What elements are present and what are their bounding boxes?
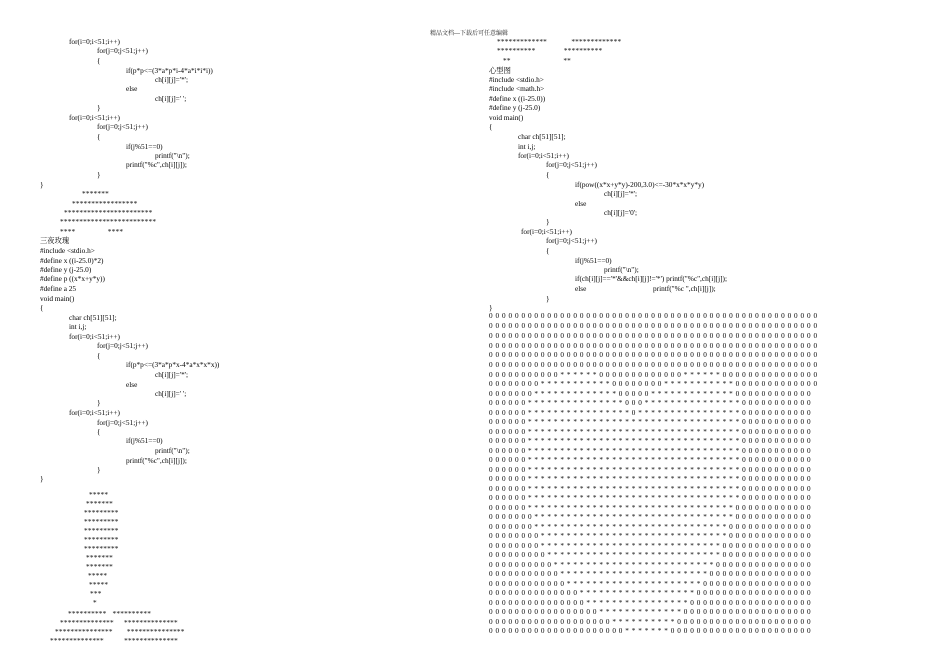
heart-row: 0 0 0 0 0 0 * * * * * * * * * * * * * * * * * * * * * * * * * * * * * * * * * 0 0 0 0 0 0 0 0 0 0 0 [489,437,812,445]
heart-row: 0 0 0 0 0 0 * * * * * * * * * * * * * * * * * * * * * * * * * * * * * * * * * 0 0 0 0 0 0 0 0 0 0 0 [489,456,812,464]
heart-row: 0 0 0 0 0 0 0 0 0 0 * * * * * * * * * * * * * * * * * * * * * * * * * 0 0 0 0 0 0 0 0 0 0 0 0 0 0 0 [489,561,812,569]
code-line: for(j=0;j<51;j++) [546,236,597,245]
code-line: printf("\n"); [604,265,639,274]
code-line: for(j=0;j<51;j++) [97,418,148,427]
code-line: if(p*p<=(3*a*p*x-4*a*x*x*x)) [126,360,220,369]
code-line: else [575,199,587,208]
code-line: ch[i][j]='*'; [155,370,189,379]
code-line: for(i=0;i<51;i++) [518,151,569,160]
heart-row: 0 0 0 0 0 0 0 0 0 0 0 0 0 0 0 0 0 0 0 0 0 0 0 0 0 0 0 0 0 0 0 0 0 0 0 0 0 0 0 0 0 0 0 0 0 0 0 0 0 0 0 [489,361,818,369]
code-line: printf("\n"); [155,151,190,160]
ascii-art-line: ******* [86,562,113,571]
code-line: void main() [40,294,75,303]
code-line: { [97,132,101,141]
heart-row: 0 0 0 0 0 0 0 0 0 0 0 0 0 0 0 0 0 0 0 0 0 0 0 0 0 0 0 0 0 0 0 0 0 0 0 0 0 0 0 0 0 0 0 0 0 0 0 0 0 0 0 [489,342,818,350]
code-line: } [489,303,493,312]
heart-row: 0 0 0 0 0 0 0 0 0 0 0 0 0 0 0 0 0 * * * * * * * * * * * * * 0 0 0 0 0 0 0 0 0 0 0 0 0 0 0 0 0 0 0 0 [489,608,812,616]
code-line: #define p ((x*x+y*y)) [40,274,105,283]
heart-row: 0 0 0 0 0 0 0 0 * * * * * * * * * * * * * * * * * * * * * * * * * * * * * 0 0 0 0 0 0 0 0 0 0 0 0 0 [489,532,812,540]
code-line: if(j%51==0) [126,436,163,445]
code-line: for(j=0;j<51;j++) [97,46,148,55]
code-line: { [546,170,550,179]
heart-row: 0 0 0 0 0 0 0 0 0 0 0 * * * * * * * * * * * * * * * * * * * * * * * 0 0 0 0 0 0 0 0 0 0 0 0 0 0 0 0 [489,570,812,578]
code-line: for(i=0;i<51;i++) [521,227,572,236]
ascii-art-line: **** **** [60,227,124,236]
code-line: ch[i][j]='*'; [604,189,638,198]
code-line: } [546,294,550,303]
ascii-art-line: ********* [84,517,119,526]
code-line: { [489,122,493,131]
ascii-art-line: *** [90,589,102,598]
code-line: else [126,380,138,389]
code-line: #define y (j-25.0) [40,265,92,274]
ascii-art-line: * [93,598,97,607]
code-line: } [97,465,101,474]
heart-row: 0 0 0 0 0 0 * * * * * * * * * * * * * * * * * * * * * * * * * * * * * * * * * 0 0 0 0 0 0 0 0 0 0 0 [489,418,812,426]
code-line: { [97,427,101,436]
code-line: #define x ((i-25.0)*2) [40,256,104,265]
code-line: #define a 25 [40,284,77,293]
code-line: if(j%51==0) [126,142,163,151]
code-line: else [575,284,587,293]
code-line: #define x ((i-25.0)) [489,94,546,103]
code-line: ch[i][j]='*'; [155,75,189,84]
ascii-art-line: ********* [84,526,119,535]
ascii-art-line: ***************** [72,199,138,208]
code-line: { [546,246,550,255]
code-line: #include <stdio.h> [489,75,544,84]
code-line: } [40,180,44,189]
heart-row: 0 0 0 0 0 0 * * * * * * * * * * * * * * * * * * * * * * * * * * * * * * * * * 0 0 0 0 0 0 0 0 0 0 0 [489,494,812,502]
code-line: for(i=0;i<51;i++) [69,113,120,122]
heart-row: 0 0 0 0 0 0 0 0 0 0 0 * * * * * * 0 0 0 0 0 0 0 0 0 0 0 0 0 * * * * * * 0 0 0 0 0 0 0 0 0 0 0 0 0 0 0 [489,371,818,379]
section-title: 心型图 [489,66,511,75]
heart-row: 0 0 0 0 0 0 * * * * * * * * * * * * * * * * 0 * * * * * * * * * * * * * * * * 0 0 0 0 0 0 0 0 0 0 0 [489,409,812,417]
code-line: else [126,84,138,93]
heart-row: 0 0 0 0 0 0 0 0 0 0 0 0 0 0 0 0 0 0 0 * * * * * * * * * * 0 0 0 0 0 0 0 0 0 0 0 0 0 0 0 0 0 0 0 0 0 [489,618,812,626]
code-line: ch[i][j]='0'; [604,208,638,217]
heart-row: 0 0 0 0 0 0 0 * * * * * * * * * * * * * * * * * * * * * * * * * * * * * * 0 0 0 0 0 0 0 0 0 0 0 0 0 [489,523,812,531]
heart-row: 0 0 0 0 0 0 0 0 0 0 0 0 0 0 * * * * * * * * * * * * * * * * * * 0 0 0 0 0 0 0 0 0 0 0 0 0 0 0 0 0 0 [489,589,812,597]
ascii-art-line: ************* ************* [497,37,622,46]
heart-row: 0 0 0 0 0 0 0 0 0 * * * * * * * * * * * * * * * * * * * * * * * * * * * 0 0 0 0 0 0 0 0 0 0 0 0 0 0 [489,551,812,559]
code-line: } [40,474,44,483]
code-line: for(j=0;j<51;j++) [97,122,148,131]
heart-row: 0 0 0 0 0 0 * * * * * * * * * * * * * * * 0 0 0 * * * * * * * * * * * * * * * 0 0 0 0 0 0 0 0 0 0 0 [489,399,812,407]
heart-row: 0 0 0 0 0 0 0 0 * * * * * * * * * * * * * * * * * * * * * * * * * * * * 0 0 0 0 0 0 0 0 0 0 0 0 0 0 [489,542,812,550]
code-line: printf("%c ",ch[i][j]); [653,284,716,293]
ascii-art-line: ************** ************** [50,636,178,645]
heart-row: 0 0 0 0 0 0 * * * * * * * * * * * * * * * * * * * * * * * * * * * * * * * * * 0 0 0 0 0 0 0 0 0 0 0 [489,447,812,455]
ascii-art-line: ********* [84,544,119,553]
code-line: #include <stdio.h> [40,246,95,255]
code-line: #define y (j-25.0) [489,103,541,112]
heart-row: 0 0 0 0 0 0 0 0 0 0 0 0 0 0 0 0 0 0 0 0 0 0 0 0 0 0 0 0 0 0 0 0 0 0 0 0 0 0 0 0 0 0 0 0 0 0 0 0 0 0 0 [489,312,818,320]
code-line: if(ch[i][j]=='*'&&ch[i][j]!='*') printf("%c",ch[i][j]); [575,274,728,283]
code-line: if(p*p<=(3*a*p*i-4*a*i*i*i)) [126,66,213,75]
code-line: if(j%51==0) [575,256,612,265]
heart-row: 0 0 0 0 0 0 0 0 0 0 0 0 0 0 0 0 0 0 0 0 0 0 0 0 0 0 0 0 0 0 0 0 0 0 0 0 0 0 0 0 0 0 0 0 0 0 0 0 0 0 0 [489,332,818,340]
ascii-art-line: ***** [88,571,108,580]
ascii-art-line: ********* [84,508,119,517]
ascii-art-line: ******* [82,189,109,198]
heart-row: 0 0 0 0 0 0 0 * * * * * * * * * * * * * * * * * * * * * * * * * * * * * * * 0 0 0 0 0 0 0 0 0 0 0 0 [489,513,812,521]
code-line: for(i=0;i<51;i++) [69,408,120,417]
code-line: } [97,398,101,407]
code-line: { [97,56,101,65]
code-line: for(j=0;j<51;j++) [546,160,597,169]
code-line: char ch[51][51]; [69,313,117,322]
code-line: printf("%c",ch[i][j]); [126,456,187,465]
ascii-art-line: ********** ********** [497,46,603,55]
code-line: char ch[51][51]; [518,132,566,141]
code-line: { [40,303,44,312]
ascii-art-line: ** ** [503,56,572,65]
ascii-art-line: ******* [86,499,113,508]
code-line: printf("\n"); [155,446,190,455]
heart-row: 0 0 0 0 0 0 * * * * * * * * * * * * * * * * * * * * * * * * * * * * * * * * 0 0 0 0 0 0 0 0 0 0 0 0 [489,504,812,512]
heart-row: 0 0 0 0 0 0 0 0 0 0 0 0 * * * * * * * * * * * * * * * * * * * * * 0 0 0 0 0 0 0 0 0 0 0 0 0 0 0 0 0 [489,580,812,588]
code-line: void main() [489,113,524,122]
code-line: printf("%c",ch[i][j]); [126,160,187,169]
heart-row: 0 0 0 0 0 0 * * * * * * * * * * * * * * * * * * * * * * * * * * * * * * * * * 0 0 0 0 0 0 0 0 0 0 0 [489,466,812,474]
heart-row: 0 0 0 0 0 0 0 0 0 0 0 0 0 0 0 0 0 0 0 0 0 * * * * * * * 0 0 0 0 0 0 0 0 0 0 0 0 0 0 0 0 0 0 0 0 0 0 [489,627,812,635]
code-line: } [97,170,101,179]
page-header: 精品文档---下载后可任意编辑 [430,31,508,37]
heart-row: 0 0 0 0 0 0 0 * * * * * * * * * * * * * 0 0 0 0 0 * * * * * * * * * * * * * 0 0 0 0 0 0 0 0 0 0 0 0 [489,390,812,398]
ascii-art-line: ************************* [60,217,157,226]
code-line: #include <math.h> [489,84,545,93]
code-line: for(j=0;j<51;j++) [97,341,148,350]
ascii-art-line: ***** [89,490,109,499]
heart-row: 0 0 0 0 0 0 0 0 * * * * * * * * * * * 0 0 0 0 0 0 0 0 * * * * * * * * * * * 0 0 0 0 0 0 0 0 0 0 0 0 0 [489,380,818,388]
ascii-art-line: ********** ********** [68,609,152,618]
code-line: for(i=0;i<51;i++) [69,332,120,341]
code-line: if(pow((x*x+y*y)-200,3.0)<=-30*x*x*y*y) [575,180,705,189]
ascii-art-line: *********************** [64,208,153,217]
heart-row: 0 0 0 0 0 0 0 0 0 0 0 0 0 0 0 0 0 0 0 0 0 0 0 0 0 0 0 0 0 0 0 0 0 0 0 0 0 0 0 0 0 0 0 0 0 0 0 0 0 0 0 [489,351,818,359]
ascii-art-line: *************** *************** [55,627,185,636]
ascii-art-line: ******* [86,553,113,562]
code-line: } [97,103,101,112]
code-line: { [97,351,101,360]
code-line: ch[i][j]=' '; [155,389,187,398]
ascii-art-line: ************** ************** [60,618,178,627]
heart-row: 0 0 0 0 0 0 * * * * * * * * * * * * * * * * * * * * * * * * * * * * * * * * * 0 0 0 0 0 0 0 0 0 0 0 [489,428,812,436]
heart-row: 0 0 0 0 0 0 0 0 0 0 0 0 0 0 0 * * * * * * * * * * * * * * * * 0 0 0 0 0 0 0 0 0 0 0 0 0 0 0 0 0 0 0 [489,599,812,607]
ascii-art-line: ***** [89,580,109,589]
heart-row: 0 0 0 0 0 0 0 0 0 0 0 0 0 0 0 0 0 0 0 0 0 0 0 0 0 0 0 0 0 0 0 0 0 0 0 0 0 0 0 0 0 0 0 0 0 0 0 0 0 0 0 [489,322,818,330]
code-line: } [546,217,550,226]
code-line: ch[i][j]=' '; [155,94,187,103]
code-line: for(i=0;i<51;i++) [69,37,120,46]
heart-row: 0 0 0 0 0 0 * * * * * * * * * * * * * * * * * * * * * * * * * * * * * * * * * 0 0 0 0 0 0 0 0 0 0 0 [489,485,812,493]
heart-row: 0 0 0 0 0 0 * * * * * * * * * * * * * * * * * * * * * * * * * * * * * * * * * 0 0 0 0 0 0 0 0 0 0 0 [489,475,812,483]
code-line: int i,j; [518,142,536,151]
code-line: int i,j; [69,322,87,331]
section-title: 三夜玫瑰 [40,236,70,245]
ascii-art-line: ********* [84,535,119,544]
